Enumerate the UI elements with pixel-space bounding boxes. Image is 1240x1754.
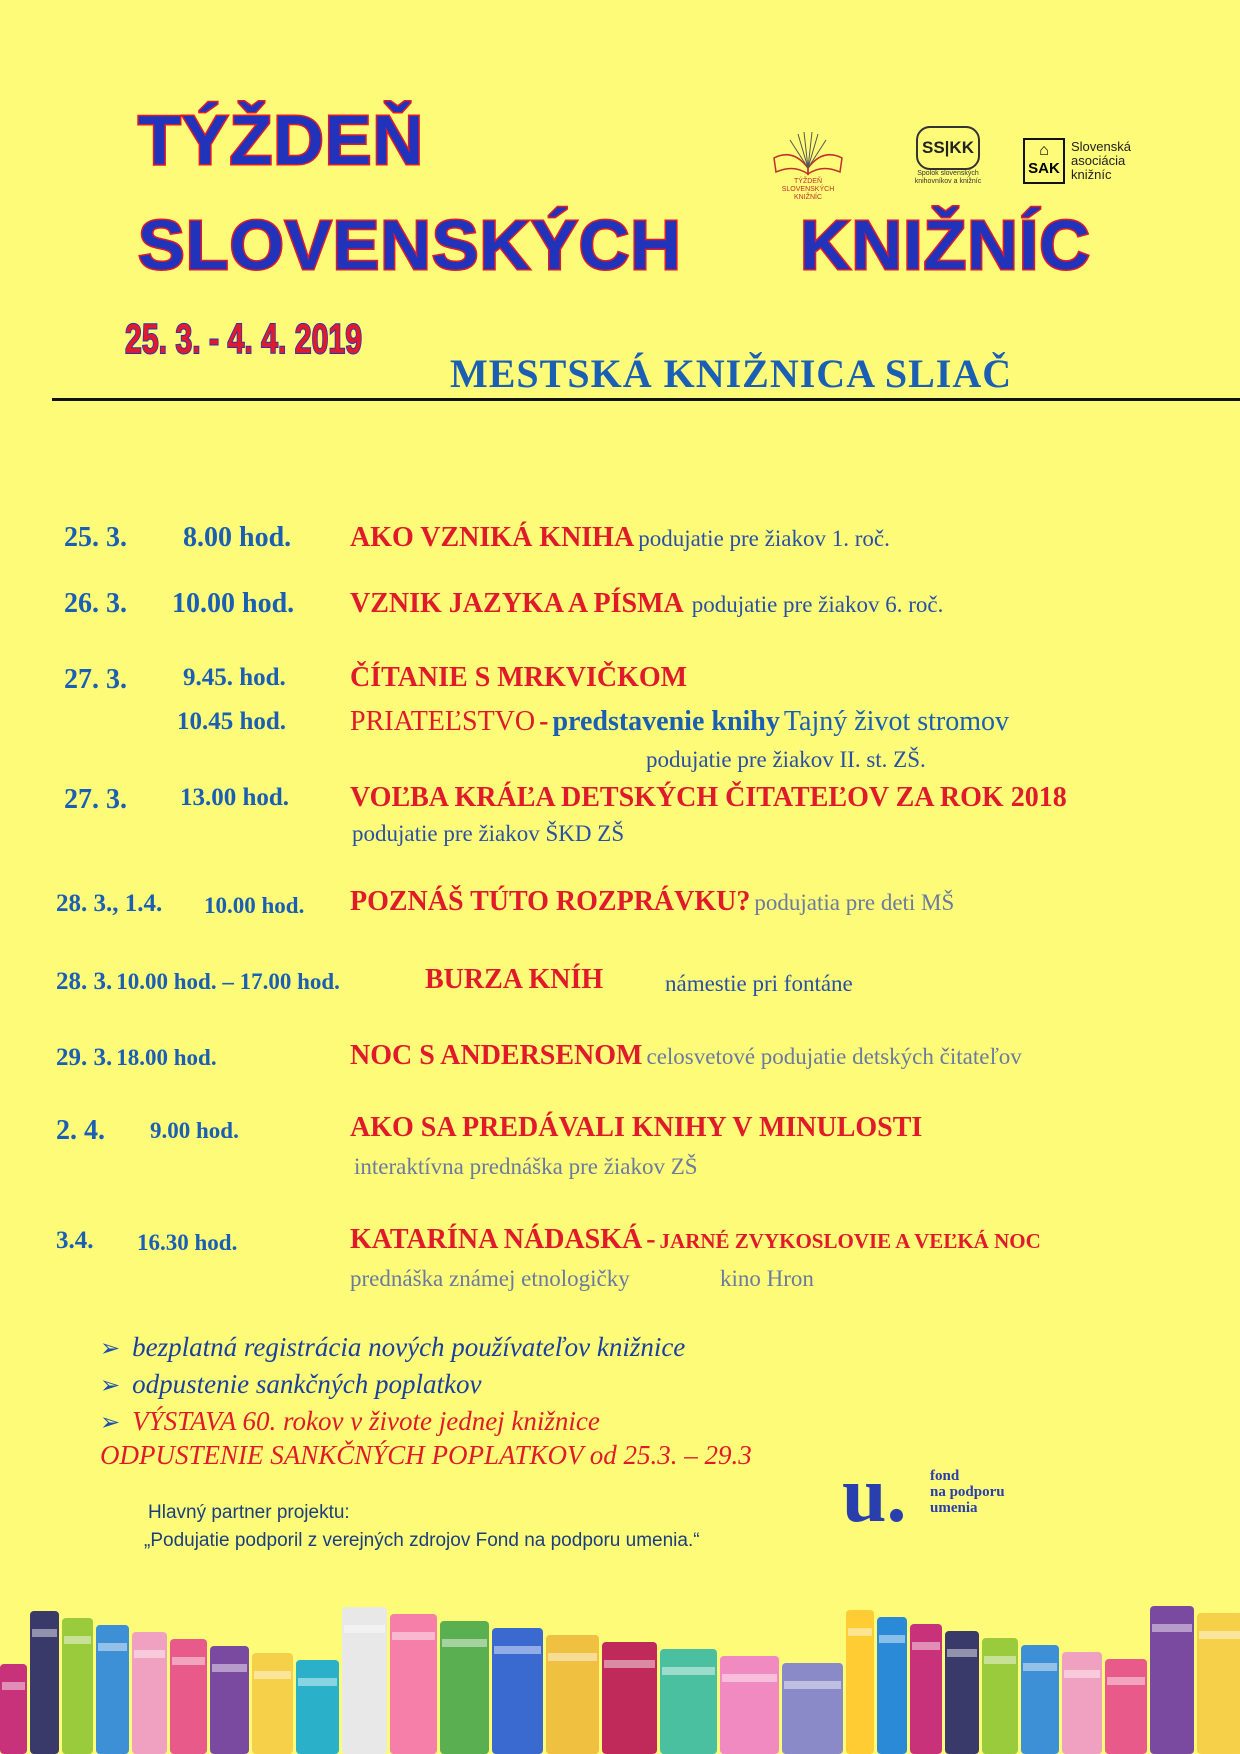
event-time: 10.00 hod. <box>172 588 295 619</box>
book-spine <box>660 1649 717 1754</box>
book-spine-band <box>1152 1624 1192 1632</box>
bullet-item <box>100 1369 482 1400</box>
fund-line: na podporu <box>930 1484 1005 1500</box>
book-spine-band <box>2 1682 25 1690</box>
book-spine-band <box>64 1636 91 1644</box>
event-title: AKO SA PREDÁVALI KNIHY V MINULOSTI <box>350 1112 923 1143</box>
event-time: 10.00 hod. – 17.00 hod. <box>116 969 340 994</box>
book-spine-band <box>212 1664 247 1672</box>
book-spine <box>210 1646 249 1754</box>
book-spine-band <box>722 1674 777 1682</box>
event-note: podujatia pre deti MŠ <box>754 890 955 915</box>
title-line-2b: KNIŽNÍC <box>800 206 1091 284</box>
event-date: 3.4. <box>56 1227 94 1254</box>
event-title-cell <box>350 1112 922 1144</box>
book-spine-band <box>879 1635 905 1643</box>
event-dates: 25. 3. - 4. 4. 2019 <box>125 315 363 362</box>
bullet-item <box>100 1406 600 1437</box>
event-title-cell <box>350 522 890 554</box>
event-title-cell <box>350 1040 1022 1072</box>
schedule-row-7 <box>56 968 340 996</box>
bullet-text: VÝSTAVA 60. rokov v živote jednej knižnice <box>132 1406 600 1436</box>
event-note: podujatie pre žiakov ŠKD ZŠ <box>352 821 625 846</box>
event-note: celosvetové podujatie detských čitateľov <box>646 1044 1022 1069</box>
title-line-1: TÝŽDEŇ <box>138 101 424 179</box>
book-spine-band <box>134 1650 165 1658</box>
book-spine-band <box>254 1671 291 1679</box>
arrow-bullet-icon: ➢ <box>100 1410 121 1436</box>
book-spine <box>1062 1652 1102 1754</box>
bullet-text: odpustenie sankčných poplatkov <box>132 1369 482 1399</box>
event-date: 28. 3., 1.4. <box>56 890 163 917</box>
book-spine <box>296 1660 339 1754</box>
event-note-cell <box>350 1266 630 1292</box>
header-divider <box>52 398 1240 401</box>
fine-amnesty: ODPUSTENIE SANKČNÝCH POPLATKOV od 25.3. – 29.3 <box>100 1440 752 1470</box>
title-line-2a: SLOVENSKÝCH <box>138 206 682 284</box>
event-title: VOĽBA KRÁĽA DETSKÝCH ČITATEĽOV ZA ROK 2018 <box>350 782 1067 813</box>
book-spine-band <box>784 1681 841 1689</box>
event-title-cell <box>350 1224 1041 1256</box>
book-spine <box>1105 1659 1147 1754</box>
book-spine-band <box>604 1660 655 1668</box>
open-book-icon <box>768 128 848 178</box>
partner-label: Hlavný partner projektu: <box>148 1502 350 1523</box>
event-subtitle: JARNÉ ZVYKOSLOVIE A VEĽKÁ NOC <box>659 1229 1041 1253</box>
schedule-row-8 <box>56 1044 217 1072</box>
fund-line: fond <box>930 1468 960 1484</box>
event-note: námestie pri fontáne <box>665 971 853 996</box>
event-time: 16.30 hod. <box>137 1230 238 1255</box>
event-time-cell <box>150 1118 239 1144</box>
event-time-cell <box>183 522 291 554</box>
event-time: 13.00 hod. <box>180 784 290 811</box>
event-time-cell <box>180 784 289 812</box>
schedule-row-3 <box>64 664 127 696</box>
event-time-cell <box>183 664 286 692</box>
event-time: 9.45. hod. <box>183 664 286 691</box>
open-book-logo <box>768 128 848 201</box>
event-title-cell <box>350 662 687 694</box>
event-time: 8.00 hod. <box>183 522 292 553</box>
event-title: PRIATEĽSTVO <box>350 706 536 737</box>
event-place-cell <box>720 1266 814 1292</box>
fund-line: umenia <box>930 1500 978 1516</box>
book-spine-band <box>392 1632 435 1640</box>
sskk-badge: SS|KK <box>916 126 980 170</box>
book-spine <box>602 1642 657 1754</box>
event-date: 27. 3. <box>64 664 127 695</box>
event-note-cell <box>352 821 624 847</box>
event-note: podujatie pre žiakov II. st. ZŠ. <box>646 747 926 772</box>
book-spine <box>982 1638 1018 1754</box>
sak-house-icon: ⌂ SAK <box>1023 138 1065 184</box>
fund-logo-mark: u. <box>842 1451 907 1539</box>
event-title: BURZA KNÍH <box>425 964 604 995</box>
book-spine <box>170 1639 207 1754</box>
event-date: 26. 3. <box>64 588 127 619</box>
event-time: 18.00 hod. <box>116 1045 217 1070</box>
book-spine-band <box>344 1625 385 1633</box>
event-note-cell <box>646 747 926 773</box>
event-title: VZNIK JAZYKA A PÍSMA <box>350 588 684 619</box>
book-spine-band <box>1107 1677 1145 1685</box>
event-note: interaktívna prednáška pre žiakov ZŠ <box>354 1154 698 1179</box>
book-spine-band <box>298 1678 337 1686</box>
book-spine-band <box>172 1657 205 1665</box>
event-time-cell <box>177 708 286 736</box>
week-logo-caption: TÝŽDEŇ SLOVENSKÝCH KNIŽNÍC <box>781 178 835 201</box>
schedule-row-2 <box>64 588 127 620</box>
book-title: Tajný život stromov <box>783 706 1009 737</box>
sskk-logo <box>912 126 984 186</box>
event-time-cell <box>172 588 294 620</box>
book-spine <box>720 1656 779 1754</box>
book-spine-band <box>548 1653 597 1661</box>
event-title-cell <box>350 588 943 620</box>
event-note: podujatie pre žiakov 1. roč. <box>638 526 890 551</box>
sskk-caption: Spolok slovenských knihovníkov a knižníc <box>914 170 982 185</box>
organizer: MESTSKÁ KNIŽNICA SLIAČ <box>450 351 1013 396</box>
event-title: NOC S ANDERSENOM <box>350 1040 643 1071</box>
arrow-bullet-icon: ➢ <box>100 1336 121 1362</box>
event-date: 29. 3. <box>56 1044 113 1071</box>
book-spine <box>0 1664 27 1754</box>
event-time: 10.45 hod. <box>177 708 287 735</box>
book-spine-band <box>912 1642 940 1650</box>
book-spine-band <box>32 1629 57 1637</box>
event-title-cell <box>425 964 603 996</box>
book-spine <box>546 1635 599 1754</box>
event-title: POZNÁŠ TÚTO ROZPRÁVKU? <box>350 886 751 917</box>
book-spine-band <box>1023 1663 1057 1671</box>
book-spine-band <box>1199 1631 1240 1639</box>
event-title-cell <box>350 886 954 918</box>
book-spine-band <box>442 1639 487 1647</box>
schedule-row-5 <box>64 784 127 816</box>
event-time-cell <box>137 1230 237 1256</box>
event-title-cell <box>350 782 1067 814</box>
schedule-row-9 <box>56 1115 105 1147</box>
event-place: kino Hron <box>720 1266 814 1291</box>
event-time: 9.00 hod. <box>150 1118 239 1143</box>
event-time-cell <box>204 893 304 919</box>
schedule-row-4 <box>350 706 1009 738</box>
book-spines-illustration <box>0 1600 1240 1754</box>
bullet-item <box>100 1332 685 1363</box>
event-date: 27. 3. <box>64 784 127 815</box>
event-title: AKO VZNIKÁ KNIHA <box>350 522 635 553</box>
book-spine <box>1021 1645 1059 1754</box>
book-spine-band <box>662 1667 715 1675</box>
event-date: 2. 4. <box>56 1115 105 1146</box>
book-spine <box>252 1653 293 1754</box>
schedule-row-1 <box>64 522 127 554</box>
schedule-row-6 <box>56 890 162 918</box>
book-spine-band <box>98 1643 127 1651</box>
event-note: podujatie pre žiakov 6. roč. <box>691 592 944 617</box>
event-note-cell <box>354 1154 698 1180</box>
book-spine <box>782 1663 843 1754</box>
book-spine-band <box>947 1649 977 1657</box>
event-note: prednáška známej etnologičky <box>350 1266 630 1291</box>
fund-logo-text <box>930 1468 1005 1516</box>
sak-badge: SAK <box>1028 160 1060 177</box>
event-date: 25. 3. <box>64 522 127 553</box>
arrow-bullet-icon: ➢ <box>100 1373 121 1399</box>
event-title: KATARÍNA NÁDASKÁ <box>350 1224 643 1255</box>
event-time: 10.00 hod. <box>204 893 305 918</box>
event-dash: - <box>646 1224 656 1255</box>
event-subtitle: predstavenie knihy <box>552 706 780 737</box>
book-spine-band <box>984 1656 1016 1664</box>
bullet-text: bezplatná registrácia nových používateľov knižnice <box>132 1332 686 1362</box>
book-spine-band <box>1064 1670 1100 1678</box>
book-spine-band <box>848 1628 872 1636</box>
event-note-cell <box>665 971 853 997</box>
event-dash: - <box>539 706 549 737</box>
book-spine-band <box>494 1646 541 1654</box>
schedule-row-10 <box>56 1227 94 1255</box>
event-title: ČÍTANIE S MRKVIČKOM <box>350 662 688 693</box>
event-date: 28. 3. <box>56 968 113 995</box>
partner-text: „Podujatie podporil z verejných zdrojov Fond na podporu umenia.“ <box>144 1530 700 1551</box>
sak-name: Slovenská asociácia knižníc <box>1071 139 1131 182</box>
